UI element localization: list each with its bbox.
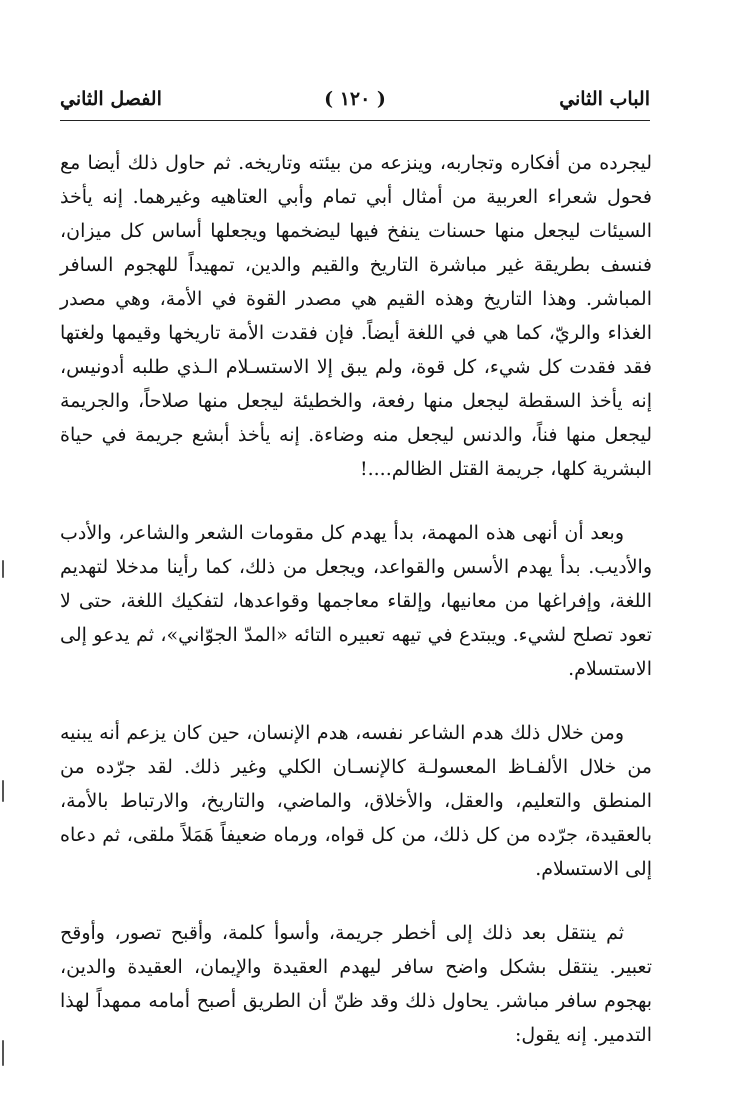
scan-edge-mark [2,780,4,802]
paragraph-2: وبعد أن أنهى هذه المهمة، بدأ يهدم كل مقومات الشعر والشاعر، والأدب والأديب. بدأ يهدم الأسس والقواعد، ويجعل من ذلك، كما رأينا مدخلا لتهديم اللغة، وإفراغها من معانيها، وإلقاء معاجمها وقواعدها، لتفكيك اللغة، حتى لا تعود تصلح لشيء. ويبتدع في تيهه تعبيره التائه «المدّ الجوّاني»، ثم يدعو إلى الاستسلام. [60,522,652,680]
header-divider [60,120,650,121]
section-title: الفصل الثاني [60,88,162,110]
paragraph-3: ومن خلال ذلك هدم الشاعر نفسه، هدم الإنسان، حين كان يزعم أنه يبنيه من خلال الألفـاظ المعسولـة كالإنسـان الكلي وغير ذلك. لقد جرّده من المنطق والتعليم، والعقل، والأخلاق، والماضي، والتاريخ، والارتباط بالأمة، بالعقيدة، جرّده من كل ذلك، من كل قواه، ورماه ضعيفاً هَمَلاً ملقى، ثم دعاه إلى الاستسلام. [60,722,652,880]
page-number: ( ١٢٠ ) [324,88,386,110]
running-header [60,88,650,116]
scan-edge-mark [2,560,4,578]
scan-edge-mark [2,1040,4,1066]
paragraph-1: ليجرده من أفكاره وتجاربه، وينزعه من بيئته وتاريخه. ثم حاول ذلك أيضا مع فحول شعراء العربية من أمثال أبي تمام وأبي العتاهيه وغيرهما. إنه يأخذ السيئات ليجعل منها حسنات ينفخ فيها ليضخمها ويجعلها أساس كل ميزان، فنسف بطريقة غير مباشرة التاريخ والقيم والدين، تمهيداً للهجوم السافر المباشر. وهذا التاريخ وهذه القيم هي مصدر القوة في الأمة، وهي مصدر الغذاء والريّ، كما هي في اللغة أيضاً. فإن فقدت الأمة تاريخها وقيمها ولغتها فقد فقدت كل شيء، كل قوة، ولم يبق إلا الاستسـلام الـذي طلبه أدونيس، إنه يأخذ السقطة ليجعل منها رفعة، والخطيئة ليجعل منها صلاحاً، والجريمة ليجعل منها فناً، والدنس ليجعل منه وضاءة. إنه يأخذ أبشع جريمة في حياة البشرية كلها، جريمة القتل الظالم....! [60,152,652,480]
chapter-title: الباب الثاني [559,88,650,110]
paragraph-4: ثم ينتقل بعد ذلك إلى أخطر جريمة، وأسوأ كلمة، وأقبح تصور، وأوقح تعبير. ينتقل بشكل واضح سافر ليهدم العقيدة والإيمان، العقيدة والدين، بهجوم سافر مباشر. يحاول ذلك وقد ظنّ أن الطريق أصبح أمامه ممهداً لهذا التدمير. إنه يقول: [60,922,652,1046]
body-text [60,146,652,1082]
